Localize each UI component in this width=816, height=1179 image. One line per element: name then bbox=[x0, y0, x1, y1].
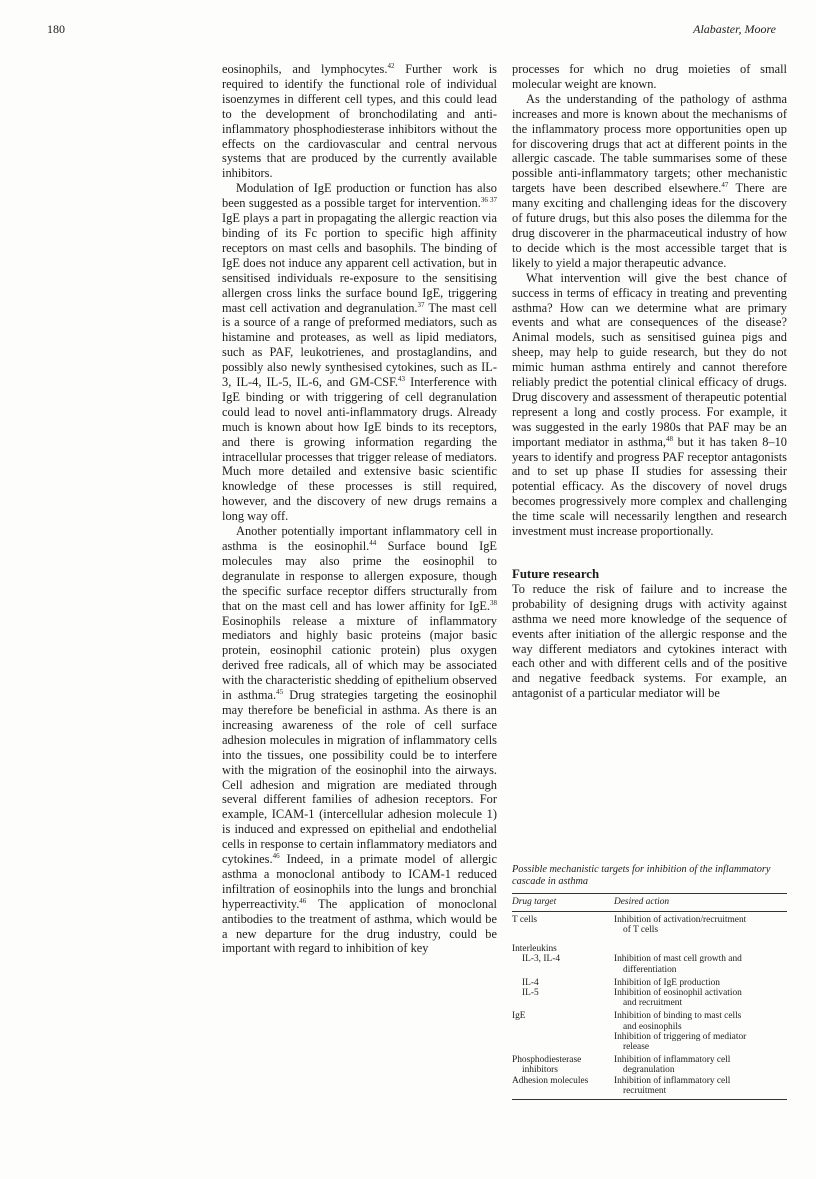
reference-superscript: 44 bbox=[369, 538, 377, 547]
action-cell: Inhibition of eosinophil activation and recruitment bbox=[614, 988, 742, 1009]
table-row bbox=[512, 988, 787, 1008]
reference-superscript: 43 bbox=[398, 374, 406, 383]
target-cell: IL-3, IL-4 bbox=[522, 954, 561, 965]
page-number: 180 bbox=[47, 22, 65, 36]
action-cell: Inhibition of triggering of mediator release bbox=[614, 1031, 747, 1053]
table-row bbox=[512, 954, 787, 974]
target-cell: T cells bbox=[512, 914, 538, 925]
reference-superscript: 38 bbox=[490, 598, 497, 607]
table-row bbox=[512, 1076, 787, 1100]
column-header: Desired action bbox=[614, 893, 787, 911]
table-row bbox=[512, 975, 787, 988]
table-caption: Possible mechanistic targets for inhibition of the inflammatory cascade in asthma bbox=[512, 864, 771, 887]
action-cell: Inhibition of IgE production bbox=[614, 977, 720, 988]
paragraph: eosinophils, and lymphocytes.$^{42}$ Further work is required to identify the functional role of individual isoenzymes in different cell types, and this could lead to the development of bronchodilating and anti-inflammatory phosphodiesterase inhibitors without the effects on the cardiovascular and central nervous systems that are produced by the currently available inhibitors. bbox=[222, 61, 497, 181]
target-cell: IL-5 bbox=[522, 988, 539, 999]
paragraph: What intervention will give the best chance of success in terms of efficacy in treating and preventing asthma? How can we determine what are primary events and what are consequences of the disease? Animal models, such as sensitised guinea pigs and sheep, may help to guide research, but they do not mimic human asthma entirely and cannot therefore reliably predict the potential clinical efficacy of drugs. Drug discovery and assessment of therapeutic potential represent a long and costly process. For example, it was suggested in the early 1980s that PAF may be an important mediator in asthma,$^{48}$ but it has taken 8–10 years to identify and progress PAF receptor antagonists and to set up phase II studies for assessing their potential efficacy. As the discovery of novel drugs becomes progressively more complex and challenging the time scale will necessarily lengthen and research investment must increase proportionally. bbox=[512, 270, 788, 539]
action-cell: Inhibition of mast cell growth and differentiation bbox=[614, 954, 742, 975]
table-row bbox=[512, 911, 787, 935]
target-cell: IL-4 bbox=[522, 977, 539, 988]
action-cell bbox=[614, 935, 787, 954]
paragraph: As the understanding of the pathology of asthma increases and more is known about the mechanisms of the inflammatory process more opportunities open up for discovering drugs that act at different points in the allergic cascade. The table summarises some of these possible anti-inflammatory targets; other mechanistic targets have been described elsewhere.$^{47}$ There are many exciting and challenging ideas for the discovery of future drugs, but this also poses the dilemma for the drug discoverer in the pharmaceutical industry of how to decide which is the most accessible target that is likely to yield a major therapeutic advance. bbox=[512, 91, 787, 270]
table-row bbox=[512, 935, 787, 954]
target-cell bbox=[512, 1032, 614, 1052]
target-cell: IgE bbox=[512, 1011, 526, 1022]
reference-superscript: 45 bbox=[276, 687, 284, 696]
action-cell: Inhibition of binding to mast cells and eosinophils bbox=[614, 1011, 742, 1032]
paragraph: Another potentially important inflammatory cell in asthma is the eosinophil.$^{44}$ Surface bound IgE molecules may also prime the eosinophil to degranulate in response to allergen exposure, though the specific surface receptor differs structurally from that on the mast cell and has lower affinity for IgE.$^{38}$ Eosinophils release a mixture of inflammatory mediators and highly basic proteins (major basic protein, eosinophil cationic protein) plus oxygen derived free radicals, all of which may be associated with the characteristic shedding of epithelium observed in asthma.$^{45}$ Drug strategies targeting the eosinophil may therefore be beneficial in asthma. As there is an increasing awareness of the role of cell surface adhesion molecules in migration of inflammatory cells into the tissues, one possibility could be to interfere with the migration of the eosinophil into the airways. Cell adhesion and migration are mediated through several different families of adhesion receptors. For example, ICAM-1 (intercellular adhesion molecule 1) is induced and expressed on epithelial and endothelial cells in response to certain inflammatory mediators and cytokines.$^{46}$ Indeed, in a primate model of allergic asthma a monoclonal antibody to ICAM-1 reduced infiltration of eosinophils into the lungs and bronchial hyperreactivity.$^{46}$ The application of monoclonal antibodies to the treatment of asthma, which would be a new departure for the drug industry, could be important with regard to inhibition of key bbox=[222, 524, 498, 956]
reference-superscript: 46 bbox=[272, 851, 280, 860]
target-cell: Adhesion molecules bbox=[512, 1076, 614, 1100]
reference-superscript: 47 bbox=[721, 181, 729, 190]
target-cell: Phosphodiesterase inhibitors bbox=[512, 1055, 582, 1076]
table-row bbox=[512, 1008, 787, 1031]
reference-superscript: 36 37 bbox=[480, 196, 497, 205]
reference-superscript: 46 bbox=[299, 896, 307, 905]
column-header: Drug target bbox=[512, 893, 614, 911]
targets-table bbox=[512, 893, 787, 1100]
action-cell: Inhibition of inflammatory cell recruitment bbox=[614, 1076, 787, 1100]
action-cell: Inhibition of inflammatory cell degranulation bbox=[614, 1055, 731, 1076]
paragraph: To reduce the risk of failure and to increase the probability of designing drugs with activity against asthma we need more knowledge of the sequence of events after initiation of the allergic response and the way different mediators and cytokines interact with each other and with different cells and of the positive and negative feedback systems. For example, an antagonist of a particular mediator will be bbox=[512, 581, 787, 701]
section-heading: Future research bbox=[512, 567, 600, 581]
reference-superscript: 37 bbox=[417, 300, 425, 309]
action-cell: Inhibition of activation/recruitment of T cells bbox=[614, 914, 747, 935]
right-column bbox=[512, 62, 787, 701]
table-row bbox=[512, 1032, 787, 1052]
reference-superscript: 48 bbox=[665, 434, 673, 443]
table-row bbox=[512, 1052, 787, 1075]
left-column bbox=[222, 62, 497, 956]
paragraph: Modulation of IgE production or function has also been suggested as a possible target for intervention.$^{36 37}$ IgE plays a part in propagating the allergic reaction via binding of its Fc portion to specific high affinity receptors on mast cells and basophils. The binding of IgE does not induce any apparent cell activation, but in sensitised individuals re-exposure to the sensitising allergen cross links the surface bound IgE, triggering mast cell activation and degranulation.$^{37}$ The mast cell is a source of a range of preformed mediators, such as histamine and proteases, as well as lipid mediators, such as PAF, leukotrienes, and prostaglandins, and possibly also newly synthesised cytokines, such as IL-3, IL-4, IL-5, IL-6, and GM-CSF.$^{43}$ Interference with IgE binding or with triggering of cell degranulation could lead to novel anti-inflammatory drugs. Already much is known about how IgE binds to its receptors, and there is growing information regarding the intracellular processes that trigger release of mediators. Much more detailed and extensive basic scientific knowledge of these processes is still required, however, and the discovery of new drugs remains a long way off. bbox=[222, 181, 497, 524]
paragraph: processes for which no drug moieties of small molecular weight are known. bbox=[512, 62, 787, 91]
reference-superscript: 42 bbox=[387, 61, 395, 70]
targets-table-block bbox=[512, 864, 787, 1100]
target-cell: Interleukins bbox=[512, 944, 557, 955]
running-head: Alabaster, Moore bbox=[693, 22, 776, 36]
